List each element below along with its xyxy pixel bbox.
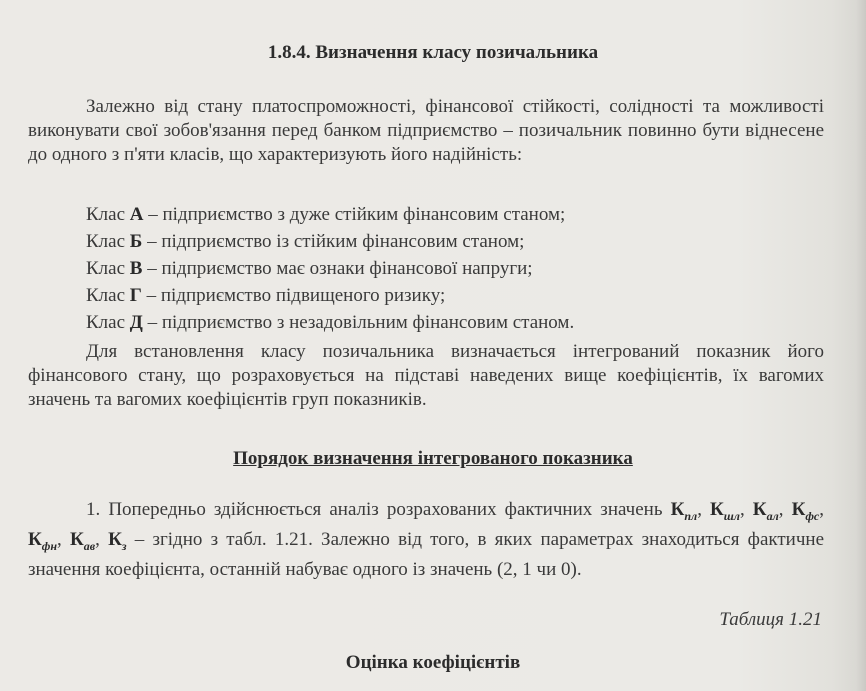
class-item-v	[86, 257, 826, 281]
coef-k-fs: $К_{фс}$	[791, 499, 820, 523]
section-title: 1.8.4. Визначення класу позичальника	[267, 42, 599, 63]
step-1-paragraph: 1. Попередньо здійснюється аналіз розрахованих фактичних значень $К_{пл}$, $К_{шл}$, $К_{ал}$, $К_{фс}$, $К_{фн}$, $К_{ав}$, $К_з$ – згідно з табл. 1.21. Залежно від того, в яких параметрах знаходиться фактичне значення коефіцієнта, останній набуває одного із значень (2, 1 чи 0).	[28, 499, 825, 580]
class-letter: Б	[129, 231, 143, 252]
procedure-subheading: Порядок визначення інтегрованого показника	[233, 448, 633, 469]
class-letter: В	[129, 258, 143, 279]
class-item-d	[86, 311, 826, 335]
class-letter: А	[129, 204, 144, 225]
class-description: – підприємство з дуже стійким фінансовим станом;	[143, 204, 566, 225]
step-1-tail: – згідно з табл. 1.21. Залежно від того, в яких параметрах знаходиться фактичне значення коефіцієнта, останній набуває одного із значень (2, 1 чи 0).	[28, 528, 825, 580]
coef-k-av: $К_{ав}$	[70, 528, 96, 553]
coef-k-al: $К_{ал}$	[752, 499, 779, 523]
coef-k-fn: $К_{фн}$	[28, 528, 58, 553]
class-prefix: Клас	[86, 258, 130, 279]
class-item-b	[86, 230, 826, 254]
class-item-a	[86, 203, 826, 227]
class-description: – підприємство має ознаки фінансової напруги;	[142, 258, 533, 279]
class-description: – підприємство підвищеного ризику;	[141, 285, 446, 306]
integrated-indicator-paragraph: Для встановлення класу позичальника визначається інтегрований показник його фінансового стану, що розраховується на підставі наведених вище коефіцієнтів, їх вагомих значень та вагомих коефіцієнтів груп показників.	[28, 341, 824, 410]
coef-k-shl: $К_{шл}$	[710, 499, 740, 523]
class-prefix: Клас	[86, 285, 130, 306]
class-prefix: Клас	[86, 312, 130, 333]
class-prefix: Клас	[86, 204, 130, 225]
page-edge-shadow	[856, 0, 866, 691]
class-prefix: Клас	[86, 231, 130, 252]
class-letter: Д	[129, 312, 143, 333]
step-1-lead: 1. Попередньо здійснюється аналіз розрахованих фактичних значень	[86, 499, 671, 520]
intro-paragraph: Залежно від стану платоспроможності, фінансової стійкості, солідності та можливості виконувати свої зобов'язання перед банком підприємство – позичальник повинно бути віднесене до одного з п'яти класів, що характеризують його надійність:	[28, 96, 824, 165]
class-description: – підприємство із стійким фінансовим станом;	[142, 231, 525, 252]
class-item-g	[86, 284, 826, 308]
coef-k-pl: $К_{пл}$	[670, 499, 698, 523]
table-title: Оцінка коефіцієнтів	[345, 652, 521, 673]
table-caption: Таблиця 1.21	[719, 609, 822, 630]
coef-k-z: $К_з$	[108, 528, 127, 553]
class-description: – підприємство з незадовільним фінансовим станом.	[142, 312, 575, 333]
class-letter: Г	[129, 285, 142, 306]
